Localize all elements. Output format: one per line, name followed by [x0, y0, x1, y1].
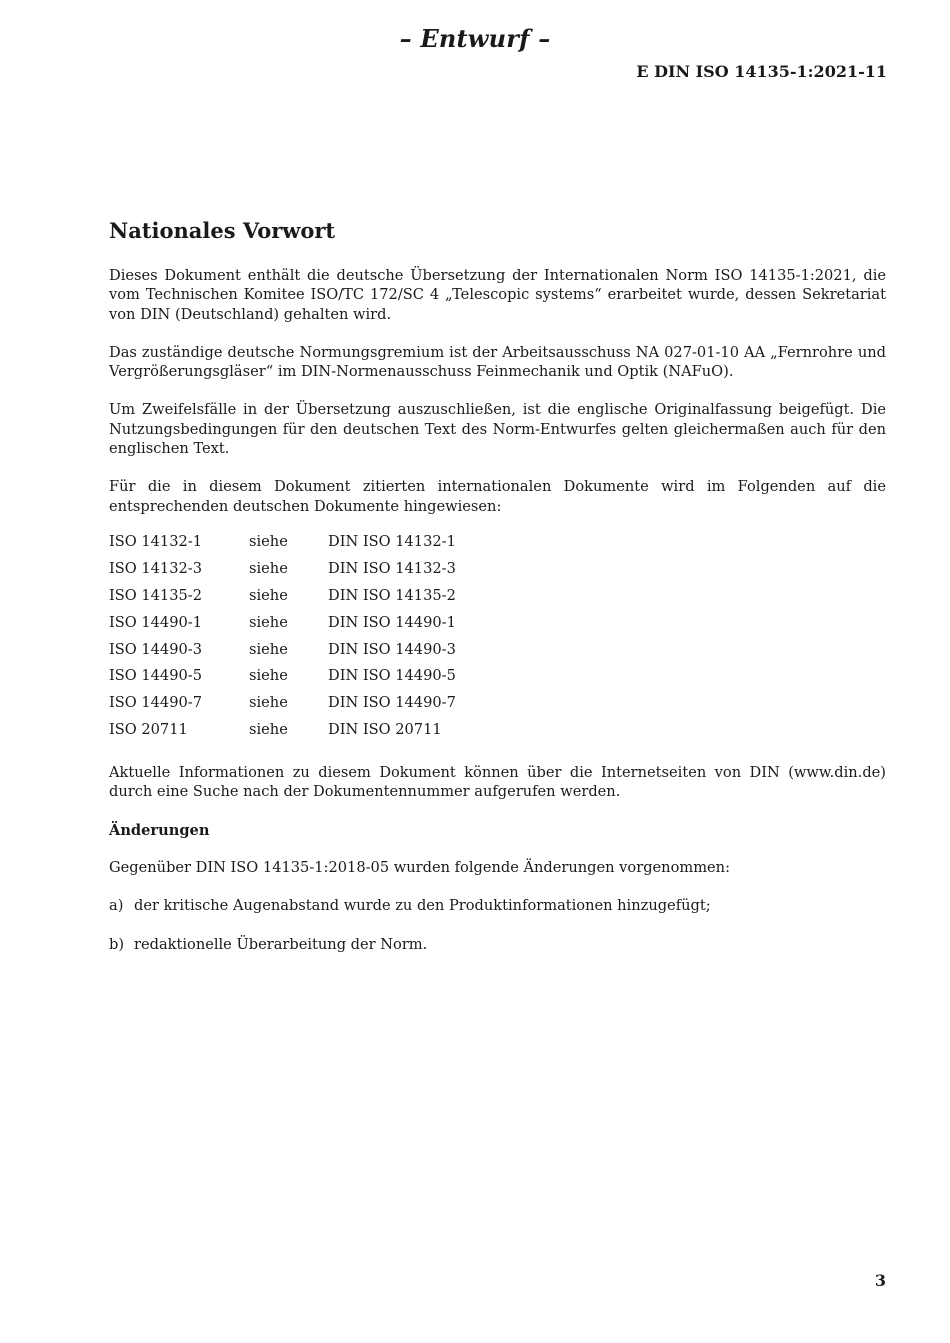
table-row: [109, 559, 456, 586]
changes-intro: Gegenüber DIN ISO 14135-1:2018-05 wurden folgende Änderungen vorgenommen:: [109, 858, 730, 876]
list-item-text: redaktionelle Überarbeitung der Norm.: [134, 935, 428, 953]
see-label: siehe: [249, 640, 288, 658]
din-reference: DIN ISO 14490-3: [328, 640, 456, 658]
see-label: siehe: [249, 613, 288, 631]
reference-table: [109, 532, 456, 747]
din-reference: DIN ISO 20711: [328, 721, 442, 739]
paragraph-info: Aktuelle Informationen zu diesem Dokument können über die Internetseiten von DIN (www.din.de) durch eine Suche nach der Dokumentennummer aufgerufen werden.: [109, 764, 886, 801]
din-reference: DIN ISO 14132-1: [328, 532, 456, 550]
paragraph-committee: Das zuständige deutsche Normungsgremium ist der Arbeitsausschuss NA 027-01-10 AA „Fernrohre und Vergrößerungsgläser“ im DIN-Normenausschuss Feinmechanik und Optik (NAFuO).: [109, 343, 886, 381]
page-number: 3: [874, 1271, 886, 1290]
see-label: siehe: [249, 532, 288, 550]
see-label: siehe: [249, 559, 288, 577]
iso-reference: ISO 14490-3: [109, 640, 203, 658]
see-label: siehe: [249, 586, 288, 604]
table-row: [109, 613, 456, 640]
see-label: siehe: [249, 721, 288, 739]
paragraph-references-intro: Für die in diesem Dokument zitierten internationalen Dokumente wird im Folgenden auf die entsprechenden deutschen Dokumente hingewiesen:: [109, 478, 886, 515]
list-item-text: der kritische Augenabstand wurde zu den Produktinformationen hinzugefügt;: [134, 897, 711, 915]
changes-heading: Änderungen: [109, 821, 210, 839]
see-label: siehe: [249, 694, 288, 712]
table-row: [109, 720, 456, 747]
list-marker: b): [109, 935, 125, 953]
din-reference: DIN ISO 14490-5: [328, 667, 456, 685]
draft-mark: – Entwurf –: [399, 24, 551, 53]
list-item: [109, 896, 886, 915]
iso-reference: ISO 14135-2: [109, 586, 203, 604]
table-row: [109, 532, 456, 559]
paragraph-intro: Dieses Dokument enthält die deutsche Übersetzung der Internationalen Norm ISO 14135-1:2021, die vom Technischen Komitee ISO/TC 172/SC 4 „Telescopic systems“ erarbeitet wurde, dessen Sekretariat von DIN (Deutschland) gehalten wird.: [109, 267, 886, 323]
iso-reference: ISO 14490-5: [109, 667, 203, 685]
table-row: [109, 693, 456, 720]
list-marker: a): [109, 897, 124, 915]
din-reference: DIN ISO 14490-7: [328, 694, 456, 712]
table-row: [109, 640, 456, 667]
iso-reference: ISO 20711: [109, 721, 188, 739]
iso-reference: ISO 14132-3: [109, 559, 203, 577]
iso-reference: ISO 14490-1: [109, 613, 203, 631]
section-title: Nationales Vorwort: [109, 218, 336, 243]
paragraph-translation: Um Zweifelsfälle in der Übersetzung auszuschließen, ist die englische Originalfassung beigefügt. Die Nutzungsbedingungen für den deutschen Text des Norm-Entwurfes gelten gleichermaßen auch für den englischen Text.: [109, 401, 886, 458]
iso-reference: ISO 14490-7: [109, 694, 203, 712]
table-row: [109, 666, 456, 693]
din-reference: DIN ISO 14132-3: [328, 559, 456, 577]
page-content: [109, 216, 886, 973]
see-label: siehe: [249, 667, 288, 685]
list-item: [109, 935, 886, 954]
table-row: [109, 586, 456, 613]
iso-reference: ISO 14132-1: [109, 532, 203, 550]
din-reference: DIN ISO 14490-1: [328, 613, 456, 631]
document-id: E DIN ISO 14135-1:2021-11: [636, 62, 887, 81]
din-reference: DIN ISO 14135-2: [328, 586, 456, 604]
